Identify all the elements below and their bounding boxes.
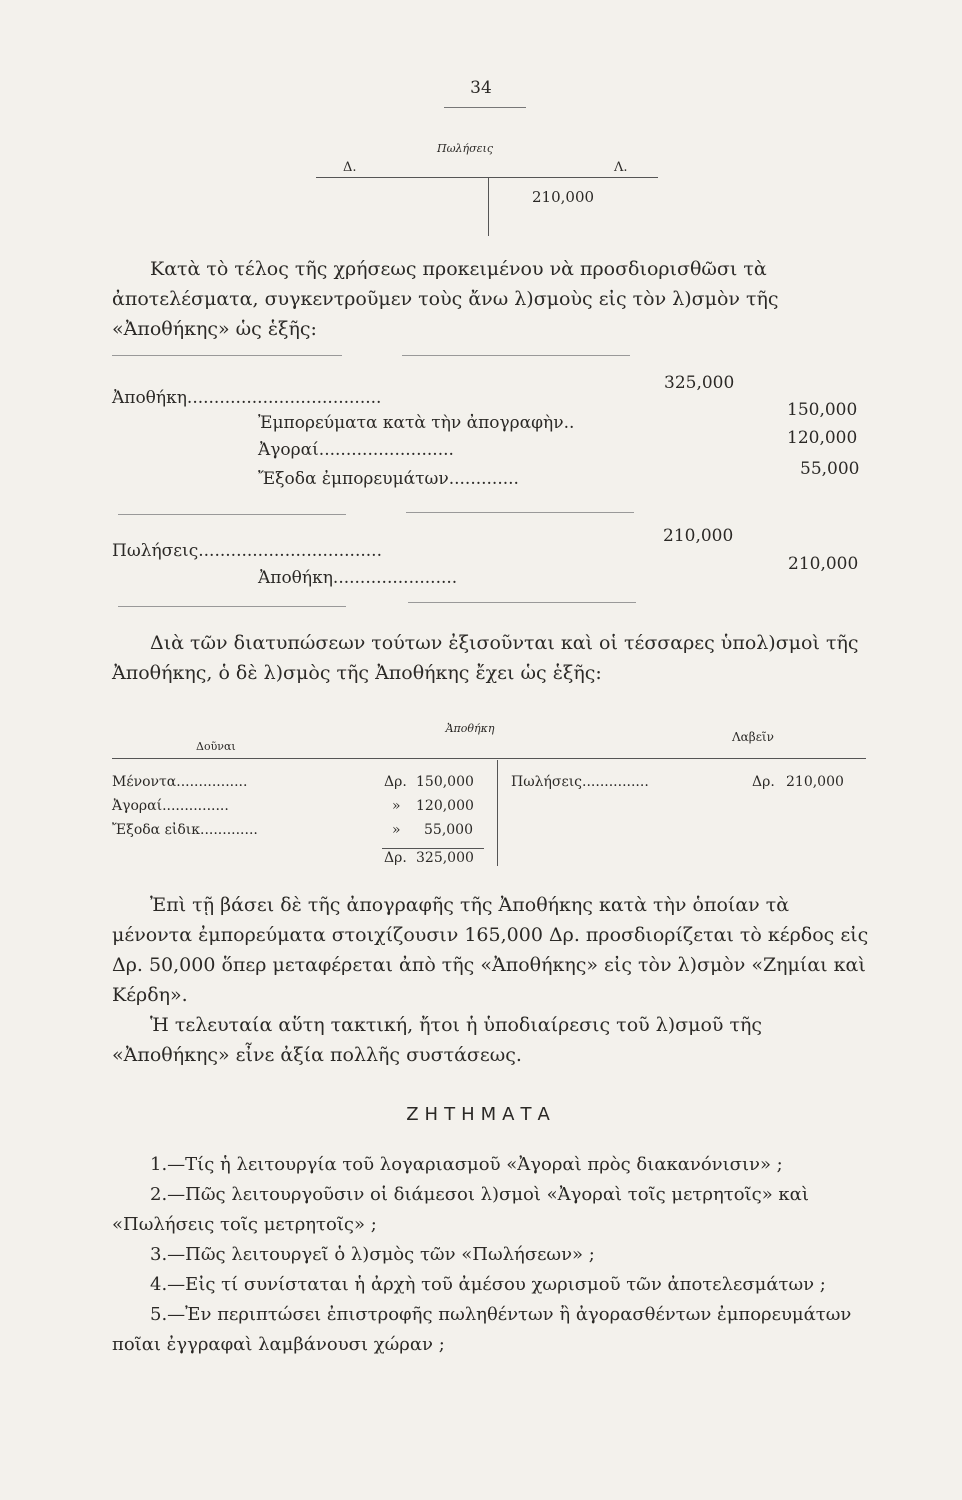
paragraph-inventory-basis bbox=[112, 890, 872, 1070]
journal-entry1-debit-account: Ἀποθήκη.................................... bbox=[112, 388, 382, 408]
t-account-horizontal-rule bbox=[316, 177, 658, 178]
ledger-debit-row-currency: » bbox=[392, 822, 401, 838]
journal-rule bbox=[118, 514, 346, 515]
ledger-horizontal-rule bbox=[112, 758, 866, 759]
question-item: 2.—Πῶς λειτουργοῦσιν οἱ διάμεσοι λ)σμοὶ «Ἀγοραὶ τοῖς μετρητοῖς» καὶ «Πωλήσεις τοῖς μετρητοῖς» ; bbox=[112, 1184, 809, 1235]
paragraph-equalization: Διὰ τῶν διατυπώσεων τούτων ἐξισοῦνται καὶ οἱ τέσσαρες ὑπολ)σμοὶ τῆς Ἀποθήκης, ὁ δὲ λ)σμὸς τῆς Ἀποθήκης ἔχει ὡς ἑξῆς: bbox=[112, 632, 859, 684]
t-account-vertical-rule bbox=[488, 178, 489, 236]
ledger-vertical-rule bbox=[497, 760, 498, 866]
ledger-credit-row-amount: 210,000 bbox=[786, 774, 844, 790]
journal-entry1-credit-amount: 150,000 bbox=[787, 400, 858, 420]
journal-entry2-credit-amount: 210,000 bbox=[788, 554, 859, 574]
ledger-debit-row-label: Ἀγοραί............... bbox=[112, 798, 229, 814]
journal-rule bbox=[402, 355, 630, 356]
page-number-rule bbox=[444, 107, 526, 108]
journal-entry1-debit-amount: 325,000 bbox=[664, 373, 735, 393]
ledger-debit-row-amount: 150,000 bbox=[416, 774, 474, 790]
ledger-debit-row-currency: Δρ. bbox=[384, 774, 407, 790]
ledger-title: Ἀποθήκη bbox=[445, 722, 495, 735]
t-account-credit-label: Λ. bbox=[614, 160, 628, 175]
journal-entry1-credit-account: Ἀγοραί......................... bbox=[258, 440, 454, 460]
ledger-debit-row-amount: 120,000 bbox=[416, 798, 474, 814]
t-account-debit-label: Δ. bbox=[343, 160, 357, 175]
questions-heading: ΖΗΤΗΜΑΤΑ bbox=[406, 1104, 556, 1125]
question-item: 4.—Εἰς τί συνίσταται ἡ ἀρχὴ τοῦ ἀμέσου χωρισμοῦ τῶν ἀποτελεσμάτων ; bbox=[150, 1274, 826, 1295]
journal-entry1-credit-account: Ἔξοδα ἐμπορευμάτων............. bbox=[258, 469, 519, 489]
journal-entry2-credit-account: Ἀποθήκη....................... bbox=[258, 568, 458, 588]
page-number: 34 bbox=[470, 78, 492, 98]
paragraph-intro: Κατὰ τὸ τέλος τῆς χρήσεως προκειμένου νὰ προσδιορισθῶσι τὰ ἀποτελέσματα, συγκεντροῦμεν τοὺς ἄνω λ)σμοὺς εἰς τὸν λ)σμὸν τῆς «Ἀποθήκης» ὡς ἑξῆς: bbox=[112, 258, 779, 340]
journal-rule bbox=[406, 512, 634, 513]
t-account-credit-amount: 210,000 bbox=[532, 188, 595, 206]
journal-entry1-credit-amount: 55,000 bbox=[800, 459, 860, 479]
journal-entry1-credit-account: Ἐμπορεύματα κατὰ τὴν ἀπογραφὴν.. bbox=[258, 413, 575, 433]
ledger-debit-row-label: Ἔξοδα εἰδικ............. bbox=[112, 822, 258, 838]
journal-rule bbox=[408, 602, 636, 603]
t-account-title: Πωλήσεις bbox=[436, 142, 493, 155]
ledger-debit-row-amount: 55,000 bbox=[424, 822, 473, 838]
question-item: 5.—Ἐν περιπτώσει ἐπιστροφῆς πωληθέντων ἢ ἀγορασθέντων ἐμπορευμάτων ποῖαι ἐγγραφαὶ λαμβάνουσι χώραν ; bbox=[112, 1304, 852, 1355]
ledger-sum-rule bbox=[382, 848, 484, 849]
journal-rule bbox=[112, 355, 342, 356]
ledger-debit-total-currency: Δρ. bbox=[384, 850, 407, 866]
question-item: 1.—Τίς ἡ λειτουργία τοῦ λογαριασμοῦ «Ἀγοραὶ πρὸς διακανόνισιν» ; bbox=[150, 1154, 783, 1175]
ledger-credit-row-currency: Δρ. bbox=[752, 774, 775, 790]
ledger-credit-header: Λαβεῖν bbox=[732, 730, 774, 744]
journal-rule bbox=[118, 606, 346, 607]
journal-entry2-debit-account: Πωλήσεις.................................. bbox=[112, 541, 382, 561]
journal-entry2-debit-amount: 210,000 bbox=[663, 526, 734, 546]
ledger-debit-row-currency: » bbox=[392, 798, 401, 814]
paragraph-recommendation: Ἡ τελευταία αὕτη τακτική, ἤτοι ἡ ὑποδιαίρεσις τοῦ λ)σμοῦ τῆς «Ἀποθήκης» εἶνε ἀξία πολλῆς συστάσεως. bbox=[112, 1014, 763, 1066]
ledger-debit-header: Δοῦναι bbox=[196, 740, 236, 753]
ledger-debit-total-amount: 325,000 bbox=[416, 850, 474, 866]
question-item: 3.—Πῶς λειτουργεῖ ὁ λ)σμὸς τῶν «Πωλήσεων» ; bbox=[150, 1244, 595, 1265]
ledger-debit-row-label: Μένοντα................ bbox=[112, 774, 248, 790]
ledger-credit-row-label: Πωλήσεις............... bbox=[511, 774, 649, 790]
paragraph-profit-transfer: Ἐπὶ τῇ βάσει δὲ τῆς ἀπογραφῆς τῆς Ἀποθήκης κατὰ τὴν ὁποίαν τὰ μένοντα ἐμπορεύματα στοιχίζουσιν 165,000 Δρ. προσδιορίζεται τὸ κέρδος εἰς Δρ. 50,000 ὅπερ μεταφέρεται ἀπὸ τῆς «Ἀποθήκης» εἰς τὸν λ)σμὸν «Ζημίαι καὶ Κέρδη». bbox=[112, 894, 869, 1006]
journal-entry1-credit-amount: 120,000 bbox=[787, 428, 858, 448]
